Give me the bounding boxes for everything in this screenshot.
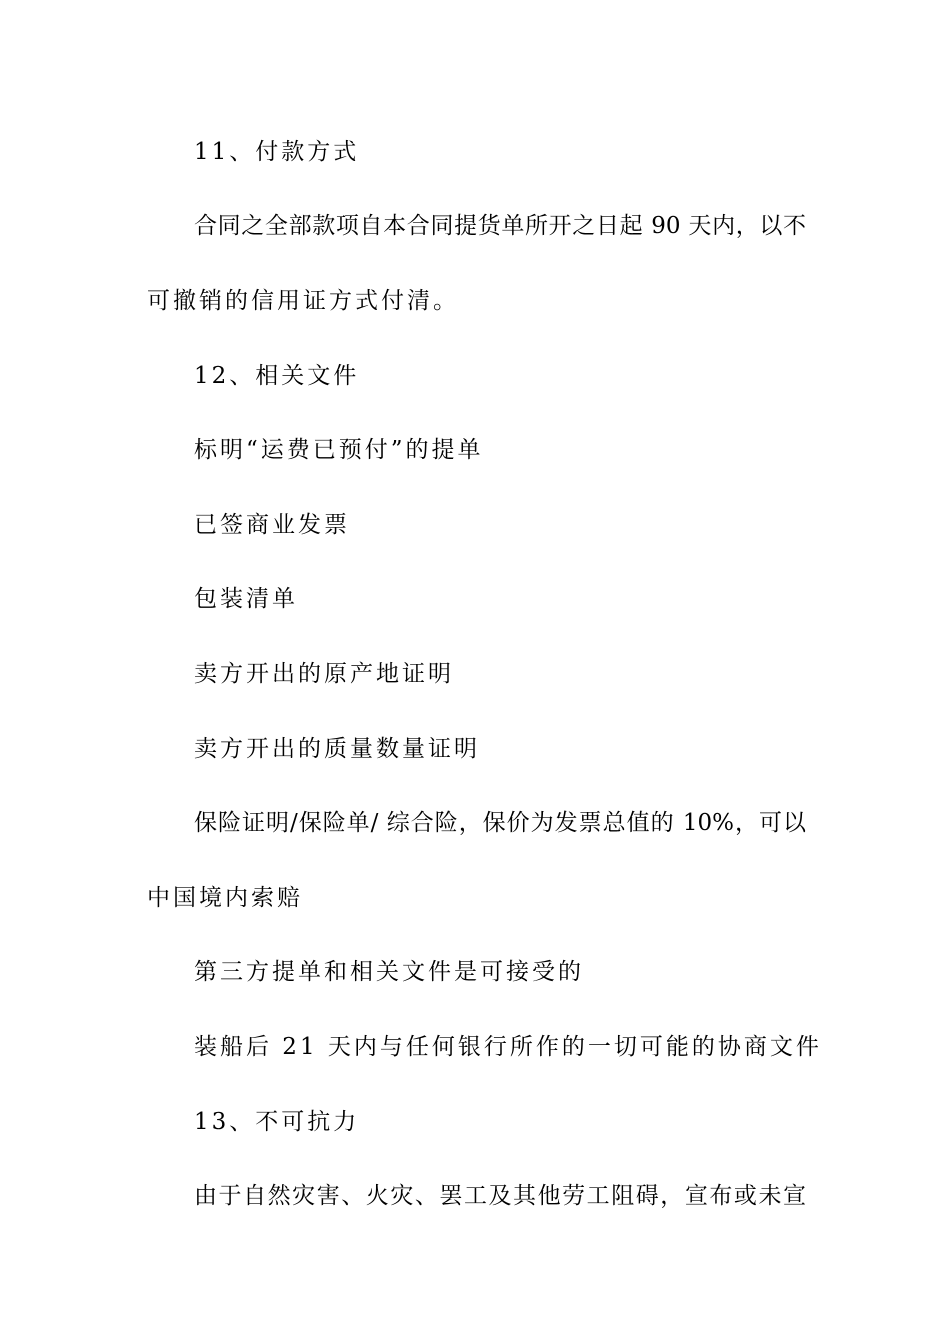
- document-list-item: 标明“运费已预付”的提单: [194, 437, 484, 463]
- paragraph-line: 合同之全部款项自本合同提货单所开之日起 90 天内，以不: [194, 213, 806, 239]
- document-list-item: 保险证明/保险单/ 综合险，保价为发票总值的 10%，可以: [194, 810, 806, 836]
- document-list-item: 已签商业发票: [194, 512, 350, 538]
- document-list-item: 卖方开出的质量数量证明: [194, 736, 480, 762]
- section-heading-documents: 12、相关文件: [194, 363, 360, 389]
- paragraph-line: 可撤销的信用证方式付清。: [147, 288, 459, 314]
- paragraph-line: 由于自然灾害、火灾、罢工及其他劳工阻碍，宣布或未宣: [194, 1183, 806, 1209]
- paragraph-line: 中国境内索赔: [147, 885, 303, 911]
- section-heading-force-majeure: 13、不可抗力: [194, 1109, 360, 1135]
- document-list-item: 装船后 21 天内与任何银行所作的一切可能的协商文件: [194, 1034, 822, 1060]
- document-list-item: 卖方开出的原产地证明: [194, 661, 454, 687]
- section-heading-payment: 11、付款方式: [194, 139, 360, 165]
- document-list-item: 包装清单: [194, 586, 298, 612]
- document-list-item: 第三方提单和相关文件是可接受的: [194, 959, 584, 985]
